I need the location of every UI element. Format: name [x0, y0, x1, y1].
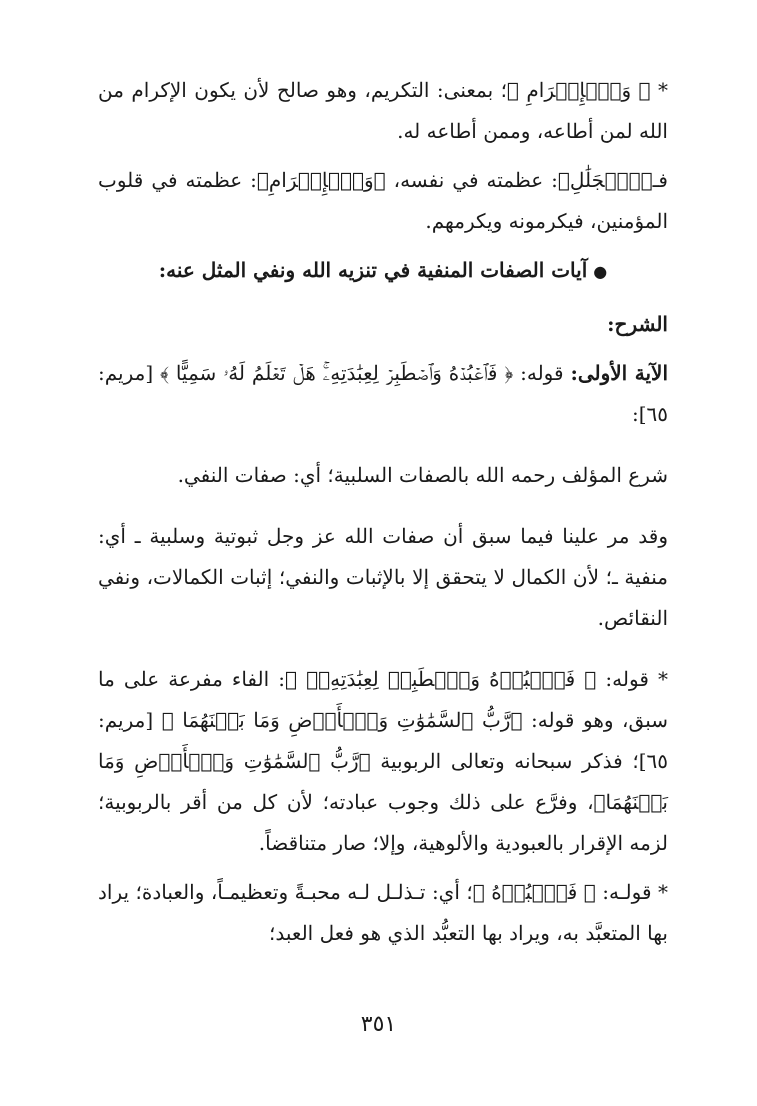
- sharh-label: الشرح:: [607, 312, 668, 336]
- paragraph-negation: شرع المؤلف رحمه الله بالصفات السلبية؛ أي: صفات النفي.: [177, 463, 668, 487]
- paragraph-first-ayah: [98, 353, 668, 435]
- bullet-dot-icon: ●: [593, 262, 608, 281]
- paragraph-worship: * قولـه: ﴿ فَٱعۡبُدۡهُ ﴾؛ أي: تـذلـل لـه محبـةً وتعظيمـاً، والعبادة؛ يراد بها المتعبَّد به، ويراد بها التعبُّد الذي هو فعل العبد؛: [98, 880, 669, 945]
- page-number: ٣٥١: [360, 1012, 397, 1037]
- section-heading: [98, 250, 668, 292]
- paragraph-jalal: فـ﴿ٱلۡجَلَٰلِ﴾: عظمته في نفسه، ﴿وَٱلۡإِكۡرَامِ﴾: عظمته في قلوب المؤمنين، فيكرمونه ويكرمهم.: [98, 168, 668, 233]
- section-heading-text: آيات الصفات المنفية في تنزيه الله ونفي المثل عنه:: [158, 258, 588, 282]
- paragraph-ikram: * ﴿ وَٱلۡإِكۡرَامِ ﴾؛ بمعنى: التكريم، وهو صالح لأن يكون الإكرام من الله لمن أطاعه، وممن أطاعه له.: [98, 78, 668, 143]
- ayah-text: قوله: ﴿ فَٱعۡبُدۡهُ وَٱصۡطَبِرۡ لِعِبَٰدَتِهِۦۚ هَلۡ تَعۡلَمُ لَهُۥ سَمِيًّا ﴾ [مريم: ٦٥]:: [98, 361, 668, 426]
- page-body: [98, 70, 668, 962]
- ayah-label: الآية الأولى:: [570, 361, 668, 385]
- paragraph-attributes: وقد مر علينا فيما سبق أن صفات الله عز وجل ثبوتية وسلبية ـ أي: منفية ـ؛ لأن الكمال لا يتحقق إلا بالإثبات والنفي؛ إثبات الكمالات، ونفي النقائص.: [98, 524, 668, 630]
- paragraph-fa-explanation: * قوله: ﴿ فَٱعۡبُدۡهُ وَٱصۡطَبِرۡ لِعِبَٰدَتِهِۦۚ ﴾: الفاء مفرعة على ما سبق، وهو قوله: ﴿رَّبُّ ٱلسَّمَٰوَٰتِ وَٱلۡأَرۡضِ وَمَا بَيۡنَهُمَا ﴾ [مريم: ٦٥]؛ فذكر سبحانه وتعالى الربوبية ﴿رَّبُّ ٱلسَّمَٰوَٰتِ وَٱلۡأَرۡضِ وَمَا بَيۡنَهُمَا﴾، وفرَّع على ذلك وجوب عبادته؛ لأن كل من أقر بالربوبية؛ لزمه الإقرار بالعبودية والألوهية، وإلا؛ صار متناقضاً.: [98, 667, 668, 855]
